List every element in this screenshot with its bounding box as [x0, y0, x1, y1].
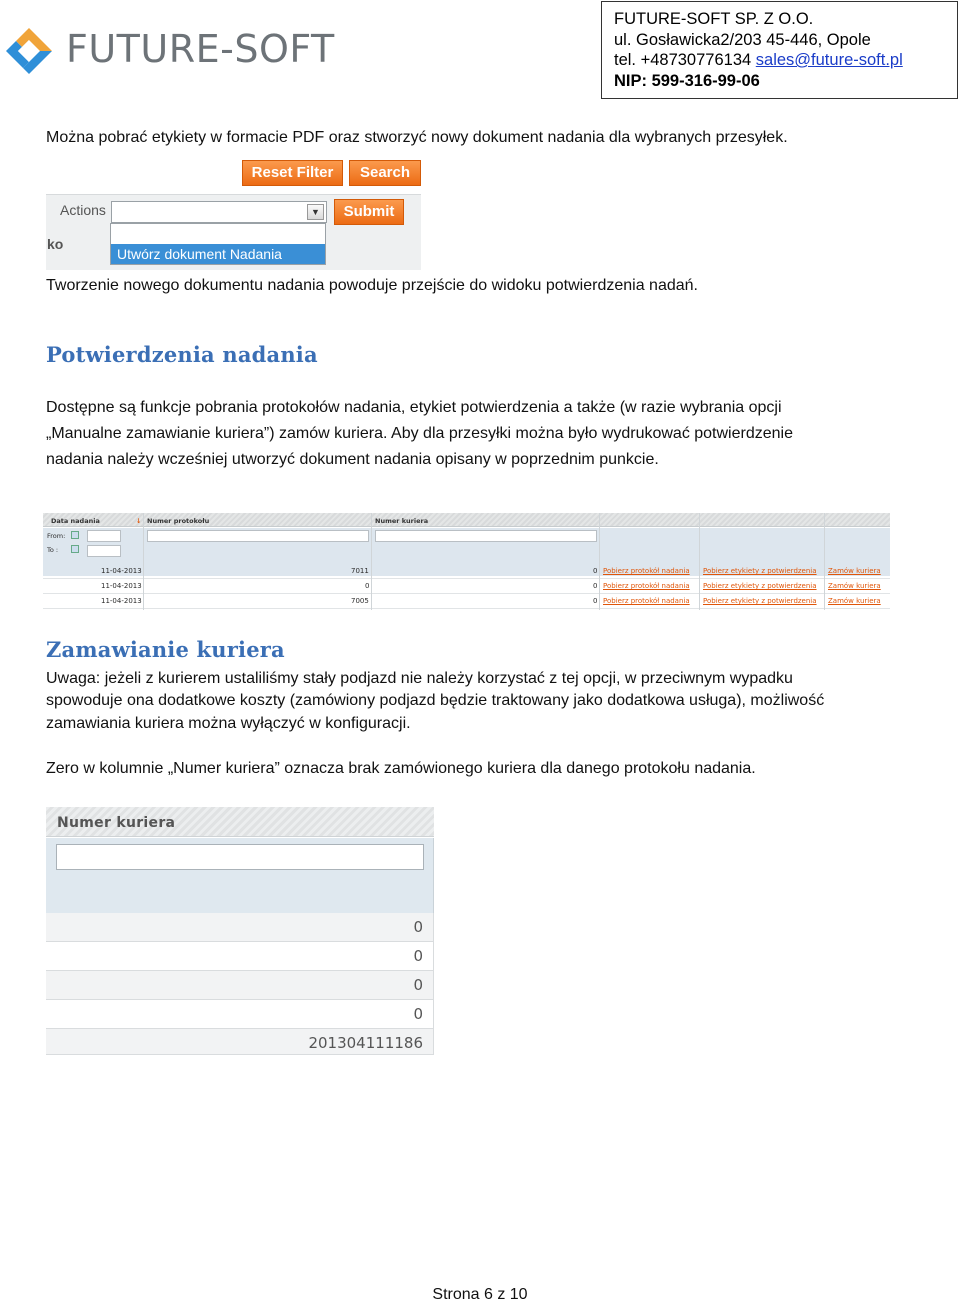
column-header-label[interactable]: Numer kuriera [57, 815, 176, 831]
filter-date-to[interactable] [87, 545, 121, 557]
cell-courier: 0 [593, 582, 598, 590]
dispatch-confirmations-grid [43, 513, 890, 610]
courier-number-column [46, 807, 434, 1055]
actions-panel [46, 194, 421, 270]
column-divider [824, 513, 825, 610]
cell-courier: 0 [593, 567, 598, 575]
section-title-potwierdzenia: Potwierdzenia nadania [46, 342, 318, 367]
table-row [46, 913, 434, 942]
section2-line3: zamawiania kuriera można wyłączyć w konfiguracji. [46, 715, 411, 732]
col-header-date[interactable]: Data nadania [51, 517, 100, 525]
column-divider [599, 513, 600, 610]
cell-protocol: 0 [365, 582, 370, 590]
download-labels-link[interactable]: Pobierz etykiety z potwierdzenia [703, 567, 817, 575]
column-divider [371, 513, 372, 610]
cell-date: 11-04-2013 [101, 567, 142, 575]
table-row [46, 942, 434, 971]
column-divider [143, 513, 144, 610]
filter-date-from[interactable] [87, 530, 121, 542]
page-number: Strona 6 z 10 [432, 1286, 528, 1303]
section2-line1: Uwaga: jeżeli z kurierem ustaliliśmy stały podjazd nie należy korzystać z tej opcji, w przeciwnym wypadku [46, 670, 793, 687]
after-screenshot-text: Tworzenie nowego dokumentu nadania powoduje przejście do widoku potwierdzenia nadań. [46, 277, 698, 294]
table-row [46, 1029, 434, 1055]
filter-from-label: From: [47, 532, 66, 540]
sort-arrow-icon[interactable]: ↓ [136, 517, 142, 525]
cell-protocol: 7011 [351, 567, 369, 575]
courier-number-filter-input[interactable] [56, 844, 424, 870]
section1-line1: Dostępne są funkcje pobrania protokołów nadania, etykiet potwierdzenia a także (w razie wybrania opcji [46, 399, 782, 416]
table-row [46, 1000, 434, 1029]
col-header-protocol[interactable]: Numer protokołu [147, 517, 210, 525]
actions-select[interactable] [111, 201, 327, 223]
intro-text: Można pobrać etykiety w formacie PDF oraz stworzyć nowy dokument nadania dla wybranych przesyłek. [46, 129, 788, 146]
download-labels-link[interactable]: Pobierz etykiety z potwierdzenia [703, 597, 817, 605]
filter-row [46, 838, 434, 913]
company-phone: tel. +48730776134 [614, 51, 752, 69]
search-button[interactable]: Search [349, 160, 421, 186]
company-name: FUTURE-SOFT SP. Z O.O. [614, 10, 814, 28]
cell-courier: 0 [593, 597, 598, 605]
filter-to-label: To : [47, 546, 59, 554]
company-contact [614, 50, 945, 71]
table-row [43, 594, 890, 609]
submit-button[interactable]: Submit [334, 199, 404, 225]
download-labels-link[interactable]: Pobierz etykiety z potwierdzenia [703, 582, 817, 590]
reset-filter-button[interactable]: Reset Filter [242, 160, 343, 186]
filter-courier-input[interactable] [375, 530, 597, 542]
cell-date: 11-04-2013 [101, 597, 142, 605]
column-divider [699, 513, 700, 610]
order-courier-link[interactable]: Zamów kuriera [828, 597, 881, 605]
courier-number-value: 0 [413, 1005, 423, 1023]
logo-diamond-icon [4, 26, 54, 76]
section2-line2: spowoduje ona dodatkowe koszty (zamówiony podjazd będzie traktowany jako dodatkowa usługa), możliwość [46, 692, 825, 709]
section-title-zamawianie: Zamawianie kuriera [46, 637, 285, 662]
courier-number-value: 0 [413, 976, 423, 994]
courier-number-value: 0 [413, 947, 423, 965]
actions-label: Actions [60, 202, 106, 218]
logo-text: FUTURE-SOFT [66, 27, 335, 71]
grid-header [43, 513, 890, 527]
option-create-dispatch-document[interactable]: Utwórz dokument Nadania [111, 244, 325, 264]
courier-number-value: 201304111186 [308, 1034, 423, 1052]
truncated-label: ko [47, 236, 64, 252]
courier-number-value: 0 [413, 918, 423, 936]
table-row [46, 971, 434, 1000]
order-courier-link[interactable]: Zamów kuriera [828, 582, 881, 590]
section1-line2: „Manualne zamawianie kuriera”) zamów kuriera. Aby dla przesyłki można było wydrukować potwierdzenie [46, 425, 793, 442]
calendar-icon[interactable] [71, 531, 79, 539]
section2-line4: Zero w kolumnie „Numer kuriera” oznacza brak zamówionego kuriera dla danego protokołu nadania. [46, 760, 756, 777]
actions-dropdown [110, 223, 326, 265]
chevron-down-icon[interactable]: ▼ [307, 204, 324, 220]
download-protocol-link[interactable]: Pobierz protokół nadania [603, 582, 690, 590]
company-address: ul. Gosławicka2/203 45-446, Opole [614, 30, 871, 49]
company-logo [4, 22, 335, 78]
calendar-icon[interactable] [71, 545, 79, 553]
table-row [43, 579, 890, 594]
company-nip: NIP: 599-316-99-06 [614, 71, 760, 90]
download-protocol-link[interactable]: Pobierz protokół nadania [603, 597, 690, 605]
filter-protocol-input[interactable] [147, 530, 369, 542]
section1-line3: nadania należy wcześniej utworzyć dokument nadania opisany w poprzednim punkcie. [46, 451, 659, 468]
table-row [43, 564, 890, 579]
cell-protocol: 7005 [351, 597, 369, 605]
column-header [46, 807, 434, 837]
company-info-box [601, 1, 958, 99]
cell-date: 11-04-2013 [101, 582, 142, 590]
col-header-courier[interactable]: Numer kuriera [375, 517, 429, 525]
download-protocol-link[interactable]: Pobierz protokół nadania [603, 567, 690, 575]
order-courier-link[interactable]: Zamów kuriera [828, 567, 881, 575]
company-email-link[interactable]: sales@future-soft.pl [755, 51, 903, 69]
